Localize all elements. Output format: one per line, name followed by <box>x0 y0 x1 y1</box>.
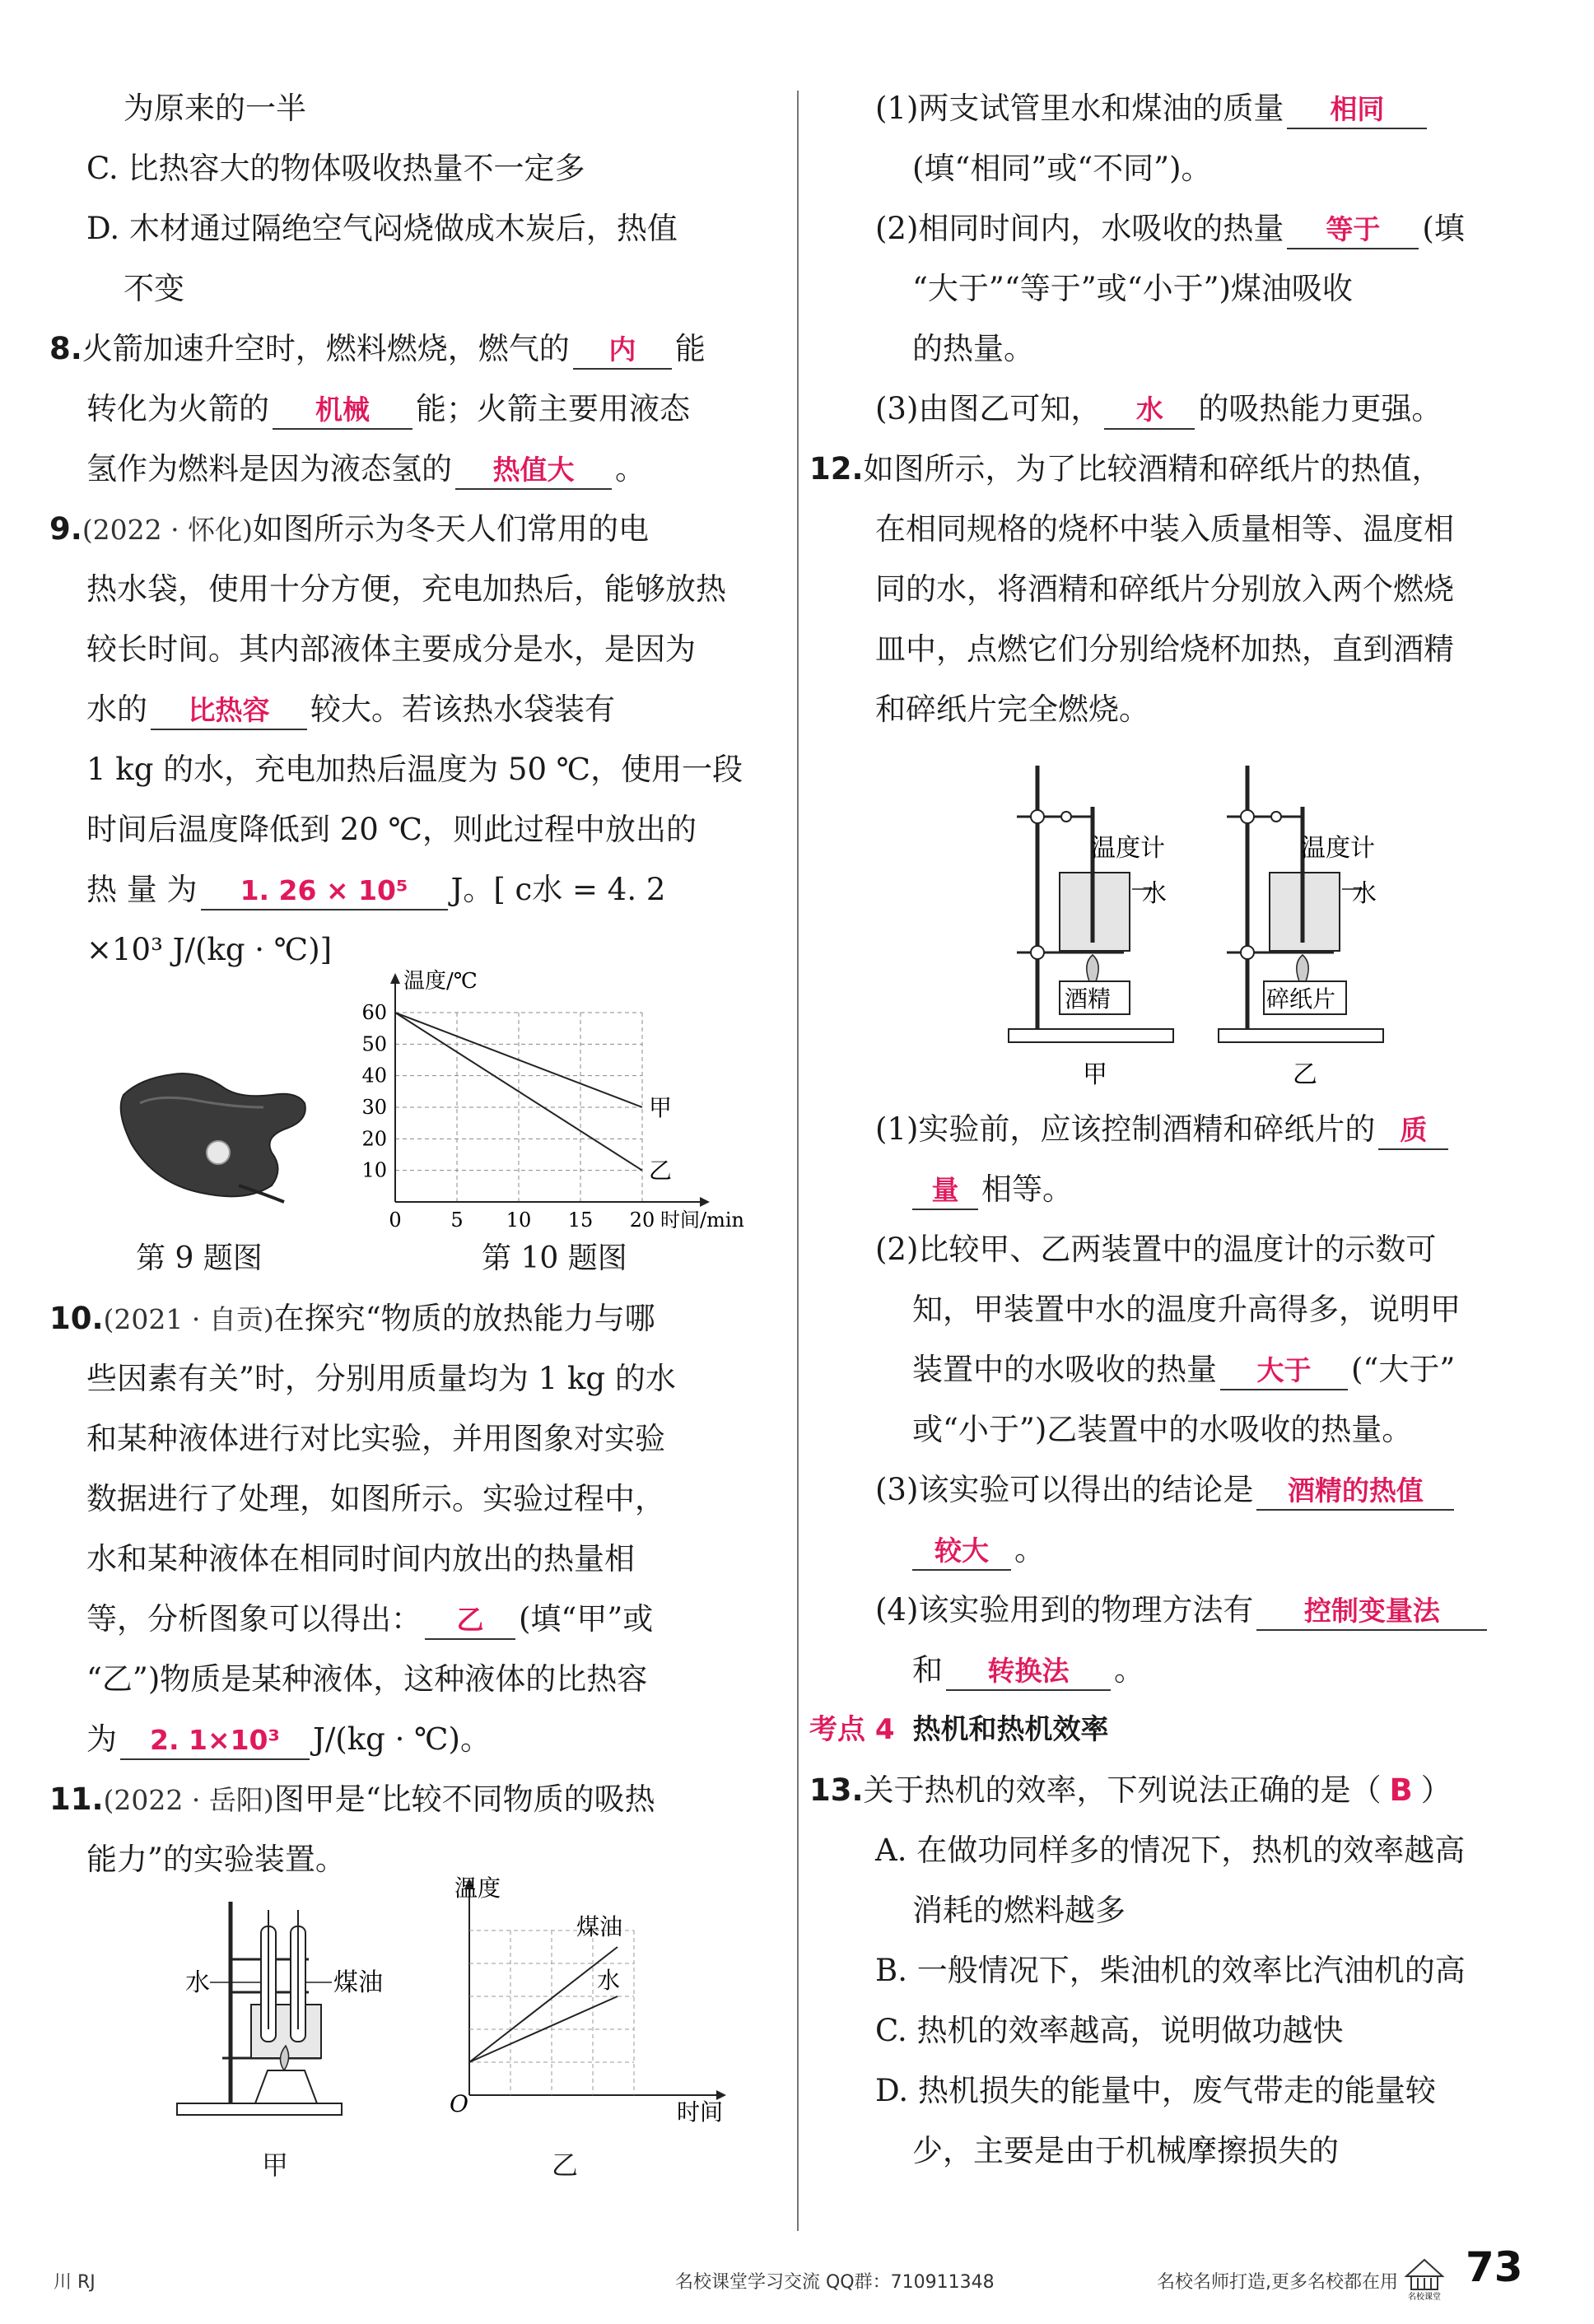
q11-graph-ylabel: 温度 <box>454 1875 501 1902</box>
q12-burner-figure <box>1000 757 1429 1103</box>
q13-option-c: C. 热机的效率越高，说明做功越快 <box>875 2013 1344 2048</box>
chart-x-axis-label: 时间/min <box>660 1209 744 1232</box>
cooling-chart <box>346 963 774 1232</box>
chart-x-tick-label: 0 <box>389 1209 402 1232</box>
q12-p1-text-a: (1)实验前，应该控制酒精和碎纸片的 <box>875 1111 1376 1147</box>
q13-stem-text: 关于热机的效率，下列说法正确的是（ <box>863 1772 1382 1808</box>
chart-series-label-1: 甲 <box>649 1094 673 1121</box>
q9-line-4 <box>86 679 770 739</box>
q10-source: (2021 · 自贡) <box>103 1303 274 1335</box>
q8-text-4: 能；火箭主要用液态 <box>416 391 690 426</box>
q8-line-1 <box>49 319 770 379</box>
q11-number: 11. <box>49 1781 104 1817</box>
chart-x-tick-label: 20 <box>629 1209 655 1232</box>
hot-water-bag-figure <box>107 1062 321 1214</box>
column-divider <box>797 91 799 2231</box>
q9-text-7b: J。[ c水 = 4. 2 <box>450 872 666 907</box>
q12-p3-text-a: (3)该实验可以得出的结论是 <box>875 1472 1254 1507</box>
chart-y-tick-label: 20 <box>361 1127 387 1151</box>
q11-p1-line-2: (填“相同”或“不同”)。 <box>912 151 1212 186</box>
q13-option-a-1: A. 在做功同样多的情况下，热机的效率越高 <box>875 1833 1466 1868</box>
q11-apparatus-figure <box>177 1893 383 2132</box>
q11-p3-text-a: (3)由图乙可知， <box>875 391 1102 426</box>
q8-text-1: 火箭加速升空时，燃料燃烧，燃气的 <box>82 331 570 366</box>
q12-label-fuel-yi: 碎纸片 <box>1266 985 1336 1013</box>
q9-line-2: 热水袋，使用十分方便，充电加热后，能够放热 <box>86 571 726 607</box>
q9-line-7 <box>86 859 770 920</box>
q8-answer-1: 内 <box>573 330 672 370</box>
q10-text-6b: (填“甲”或 <box>519 1601 654 1637</box>
q13-close: ） <box>1420 1772 1452 1808</box>
q10-text-1: 在探究“物质的放热能力与哪 <box>273 1301 655 1336</box>
q11-graph-line-oil: 煤油 <box>576 1913 623 1940</box>
q9-line-5: 1 kg 的水，充电加热后温度为 50 ℃，使用一段 <box>86 752 743 787</box>
chart-y-tick-label: 10 <box>361 1158 387 1182</box>
q12-label-thermometer-jia: 温度计 <box>1091 834 1165 863</box>
q13-stem <box>809 1760 1522 1820</box>
footer-qq-group: 名校课堂学习交流 QQ群：710911348 <box>675 2272 995 2293</box>
q9-line-3: 较长时间。其内部液体主要成分是水，是因为 <box>86 631 696 667</box>
q10-line-1 <box>49 1288 770 1348</box>
q10-line-2: 些因素有关”时，分别用质量均为 1 kg 的水 <box>86 1361 676 1396</box>
q11-caption-yi: 乙 <box>552 2149 579 2181</box>
q8-number: 8. <box>49 331 82 366</box>
q11-answer-2: 等于 <box>1287 210 1419 249</box>
q12-p2-text-d: (“大于” <box>1351 1352 1456 1387</box>
q9-line-6: 时间后温度降低到 20 ℃，则此过程中放出的 <box>86 812 697 847</box>
q11-caption-jia: 甲 <box>262 2149 289 2181</box>
q11-line-1 <box>49 1769 770 1829</box>
q10-line-3: 和某种液体进行对比实验，并用图象对实验 <box>86 1421 665 1456</box>
q12-label-water-yi: 水 <box>1352 879 1377 908</box>
q8-text-2: 能 <box>674 331 706 366</box>
q10-line-6 <box>86 1589 770 1649</box>
q9-answer-1: 比热容 <box>151 691 307 730</box>
footer-edition: 川 RJ <box>54 2272 96 2293</box>
chart-y-tick-label: 50 <box>361 1032 387 1056</box>
q12-p1-line-2 <box>838 1159 1522 1219</box>
chart-y-tick-label: 60 <box>361 1001 387 1024</box>
q10-line-4: 数据进行了处理，如图所示。实验过程中， <box>86 1481 665 1516</box>
q12-p1-line-1 <box>838 1099 1522 1159</box>
q12-line-1 <box>809 439 1522 499</box>
q12-p4-text-c: 。 <box>1114 1652 1144 1688</box>
q12-text-1: 如图所示，为了比较酒精和碎纸片的热值， <box>863 451 1443 487</box>
q7-option-d-1: D. 木材通过隔绝空气闷烧做成木炭后，热值 <box>86 211 678 246</box>
q9-answer-2: 1. 26 × 10⁵ <box>201 871 448 911</box>
q12-setup-yi <box>1219 766 1383 1089</box>
q11-graph-line-water: 水 <box>597 1967 621 1994</box>
q8-text-3: 转化为火箭的 <box>86 391 269 426</box>
q10-text-8b: J/(kg · ℃)。 <box>313 1721 491 1757</box>
chart-y-tick-label: 30 <box>361 1096 387 1119</box>
chart-y-axis-arrow <box>390 973 400 984</box>
q8-line-3 <box>86 439 770 499</box>
q13-option-d-1: D. 热机损失的能量中，废气带走的能量较 <box>875 2073 1436 2108</box>
q11-p1-line-1 <box>838 78 1522 138</box>
q12-answer-3b: 较大 <box>912 1531 1011 1571</box>
q11-p2-text-a: (2)相同时间内，水吸收的热量 <box>875 211 1284 246</box>
q11-p2-text-b: (填 <box>1422 211 1465 246</box>
q9-line-8: ×10³ J/(kg · ℃)] <box>86 932 333 967</box>
chart-y-tick-label: 40 <box>361 1064 387 1087</box>
q12-p2-line-3 <box>838 1339 1522 1400</box>
q11-answer-3: 水 <box>1104 390 1195 430</box>
chart-x-tick-label: 5 <box>450 1209 464 1232</box>
footer-logo <box>1400 2252 1449 2301</box>
footer-logo-text: 名校课堂 <box>1408 2293 1441 2302</box>
q13-option-b: B. 一般情况下，柴油机的效率比汽油机的高 <box>875 1953 1466 1988</box>
chart-y-axis-label: 温度/℃ <box>403 969 478 994</box>
q10-text-8a: 为 <box>86 1721 117 1757</box>
kaodian-4-heading <box>809 1700 1522 1760</box>
q8-text-6: 。 <box>615 451 646 487</box>
q8-line-2 <box>86 379 770 439</box>
q11-text-1: 图甲是“比较不同物质的吸热 <box>273 1781 655 1817</box>
page-number: 73 <box>1466 2243 1523 2291</box>
q12-line-2: 在相同规格的烧杯中装入质量相等、温度相 <box>875 511 1454 547</box>
q12-p2-line-4: 或“小于”)乙装置中的水吸收的热量。 <box>912 1412 1413 1447</box>
q11-p2-line-3: 的热量。 <box>912 331 1034 366</box>
left-column <box>49 78 770 980</box>
kaodian-4-title: 热机和热机效率 <box>912 1713 1109 1746</box>
q11-label-water: 水 <box>185 1968 210 1997</box>
q13-answer: B <box>1389 1772 1413 1808</box>
right-column-lower <box>809 1099 1522 2181</box>
q8-answer-2: 机械 <box>273 390 412 430</box>
q12-label-fuel-jia: 酒精 <box>1065 985 1112 1013</box>
q12-label-water-jia: 水 <box>1142 879 1167 908</box>
q12-p4-line-2 <box>838 1640 1522 1700</box>
q9-figure-caption: 第 9 题图 <box>136 1241 263 1275</box>
q10-number: 10. <box>49 1301 104 1336</box>
q11-p2-line-2: “大于”“等于”或“小于”)煤油吸收 <box>912 271 1353 306</box>
kaodian-4-tag: 考点 4 <box>809 1713 895 1746</box>
q9-text-7a: 热 量 为 <box>86 872 198 907</box>
chart-series-label-2: 乙 <box>649 1157 673 1185</box>
q12-caption-jia: 甲 <box>1083 1060 1107 1089</box>
q11-p1-text-a: (1)两支试管里水和煤油的质量 <box>875 91 1284 126</box>
q12-p1-text-b: 相等。 <box>981 1171 1073 1207</box>
q12-answer-3a: 酒精的热值 <box>1256 1471 1454 1511</box>
footer-slogan: 名校名师打造,更多名校都在用 <box>1157 2272 1398 2293</box>
q12-p3-line-1 <box>838 1460 1522 1520</box>
q12-p4-line-1 <box>838 1580 1522 1640</box>
q11-p3-line <box>838 379 1522 439</box>
q7-line-0: 为原来的一半 <box>124 91 306 126</box>
q11-answer-1: 相同 <box>1287 90 1427 129</box>
chart-x-axis-arrow <box>700 1197 710 1207</box>
chart-caption: 第 10 题图 <box>482 1241 627 1275</box>
q9-text-1: 如图所示为冬天人们常用的电 <box>253 511 650 547</box>
q11-label-oil: 煤油 <box>333 1968 383 1997</box>
chart-x-tick-label: 10 <box>506 1209 532 1232</box>
q7-option-c: C. 比热容大的物体吸收热量不一定多 <box>86 151 585 186</box>
q12-label-thermometer-yi: 温度计 <box>1301 834 1375 863</box>
left-column-lower <box>49 1288 770 1889</box>
right-column <box>809 78 1522 739</box>
q11-p2-line-1 <box>838 198 1522 258</box>
q11-source: (2022 · 岳阳) <box>103 1784 274 1816</box>
q13-option-d-2: 少，主要是由于机械摩擦损失的 <box>912 2133 1339 2168</box>
q8-answer-3: 热值大 <box>455 450 612 490</box>
q12-number: 12. <box>809 451 864 487</box>
q7-option-d-2: 不变 <box>124 271 184 306</box>
q11-temperature-graph <box>445 1873 741 2126</box>
q9-text-4b: 较大。若该热水袋装有 <box>310 692 615 727</box>
q8-text-5: 氢作为燃料是因为液态氢的 <box>86 451 452 487</box>
q12-p4-text-b: 和 <box>912 1652 943 1688</box>
q12-line-3: 同的水，将酒精和碎纸片分别放入两个燃烧 <box>875 571 1454 607</box>
q9-line-1 <box>49 499 770 559</box>
q12-caption-yi: 乙 <box>1293 1060 1317 1089</box>
q13-option-a-2: 消耗的燃料越多 <box>912 1893 1126 1928</box>
q11-p3-text-b: 的吸热能力更强。 <box>1198 391 1443 426</box>
q12-line-4: 皿中，点燃它们分别给烧杯加热，直到酒精 <box>875 631 1454 667</box>
school-logo-icon <box>1400 2252 1449 2301</box>
q12-answer-1b: 量 <box>912 1171 978 1210</box>
q13-number: 13. <box>809 1772 864 1808</box>
q12-answer-4a: 控制变量法 <box>1256 1591 1487 1631</box>
q12-setup-jia <box>1009 766 1173 1089</box>
chart-x-tick-label: 15 <box>567 1209 594 1232</box>
q10-text-6a: 等，分析图象可以得出： <box>86 1601 422 1637</box>
q12-line-5: 和碎纸片完全燃烧。 <box>875 692 1149 727</box>
q12-p4-text-a: (4)该实验用到的物理方法有 <box>875 1592 1254 1628</box>
q10-line-7: “乙”)物质是某种液体，这种液体的比热容 <box>86 1661 648 1697</box>
q11-graph-origin: O <box>450 2090 468 2117</box>
q12-p2-text-c: 装置中的水吸收的热量 <box>912 1352 1217 1387</box>
q10-answer-1: 乙 <box>425 1600 515 1640</box>
q10-line-5: 水和某种液体在相同时间内放出的热量相 <box>86 1541 635 1577</box>
q12-p2-line-2: 知，甲装置中水的温度升高得多，说明甲 <box>912 1292 1461 1327</box>
q12-answer-2: 大于 <box>1220 1351 1348 1390</box>
q9-number: 9. <box>49 511 82 547</box>
q10-line-8 <box>86 1709 770 1769</box>
chart-series-line-1 <box>395 1013 642 1107</box>
q11-graph-xlabel: 时间 <box>677 2098 724 2126</box>
q9-source: (2022 · 怀化) <box>82 514 254 546</box>
q12-p2-line-1: (2)比较甲、乙两装置中的温度计的示数可 <box>875 1232 1437 1267</box>
q12-p3-text-b: 。 <box>1014 1532 1045 1567</box>
q11-line-2: 能力”的实验装置。 <box>86 1842 346 1877</box>
q9-text-4a: 水的 <box>86 692 147 727</box>
q10-answer-2: 2. 1×10³ <box>120 1721 310 1760</box>
q12-answer-4b: 转换法 <box>946 1651 1111 1691</box>
q12-answer-1a: 质 <box>1378 1111 1448 1150</box>
q12-p3-line-2 <box>838 1520 1522 1580</box>
